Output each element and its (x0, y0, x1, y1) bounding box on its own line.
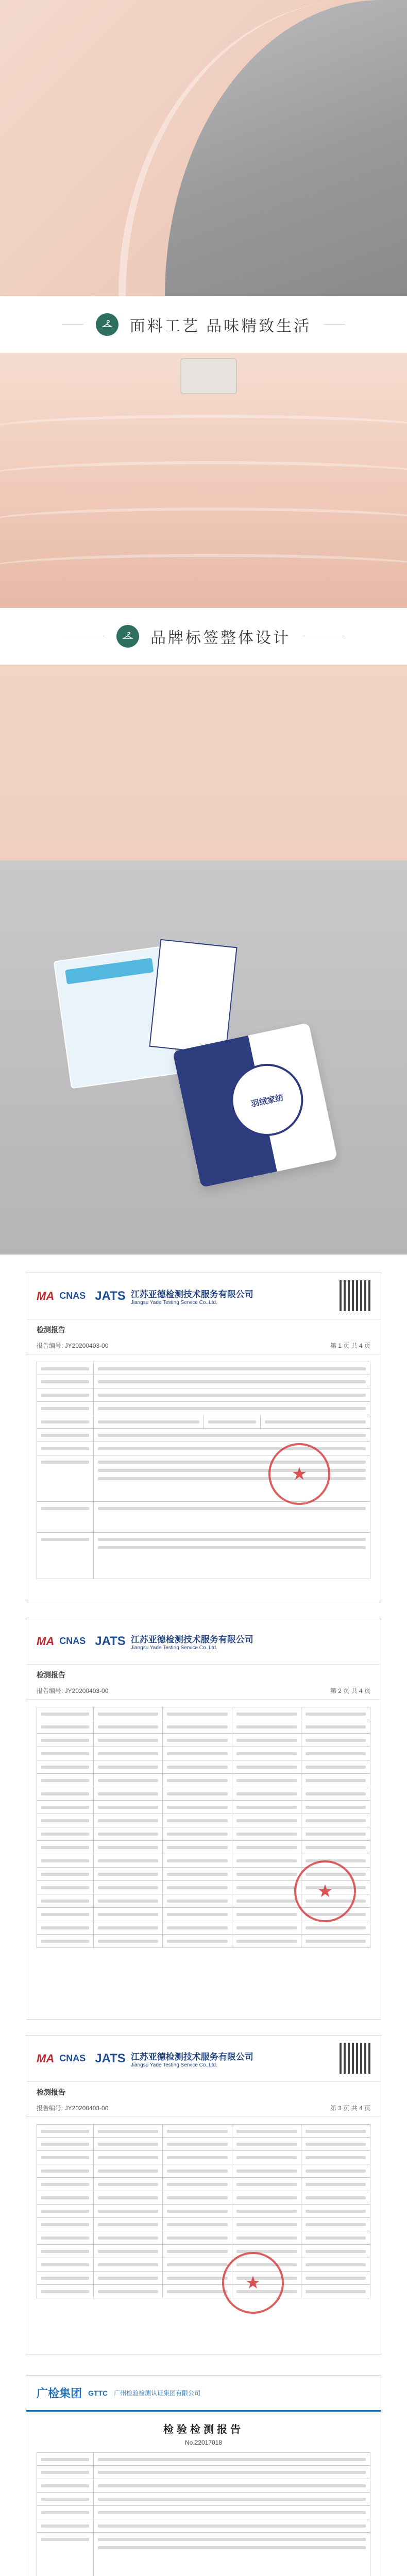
hang-tag (173, 1023, 337, 1188)
report-org-name: 江苏亚德检测技术服务有限公司 (130, 2052, 253, 2062)
hanger-icon (116, 625, 139, 648)
candle-jar (180, 358, 237, 394)
hang-tag-brand: 羽绒家纺 (250, 1093, 284, 1109)
gttc-report-page-1 (26, 2375, 381, 2576)
ma-logo: MA (37, 2052, 55, 2065)
test-report-page-1 (26, 1273, 381, 1602)
brand-tag-photo (0, 665, 407, 1255)
ma-logo: MA (37, 1634, 55, 1648)
report-type: 检测报告 (37, 1671, 65, 1679)
report-type: 检测报告 (37, 1326, 65, 1334)
report-org-name-en: Jiangsu Yade Testing Service Co.,Ltd. (130, 2062, 217, 2068)
cnas-logo: CNAS (59, 2053, 86, 2063)
report-org-name: 江苏亚德检测技术服务有限公司 (130, 1289, 253, 1299)
gttc-org-name: 广州检验检测认证集团有限公司 (114, 2389, 201, 2397)
hanger-icon (96, 313, 118, 336)
banner-title: 面料工艺 品味精致生活 (129, 318, 312, 335)
gttc-logo: 广检集团 (37, 2387, 82, 2400)
ma-logo: MA (37, 1289, 55, 1302)
jats-logo: JATS (95, 2051, 126, 2065)
gttc-report-title: 检验检测报告 (163, 2424, 244, 2435)
report-org-name-en: Jiangsu Yade Testing Service Co.,Ltd. (130, 1299, 217, 1306)
gttc-report-number: No.22017018 (184, 2439, 223, 2446)
cnas-logo: CNAS (59, 1291, 86, 1301)
official-stamp: ★ (268, 1443, 330, 1505)
test-report-page-3 (26, 2035, 381, 2354)
banner-title: 品牌标签整体设计 (150, 630, 291, 647)
report-org-name: 江苏亚德检测技术服务有限公司 (130, 1634, 253, 1645)
fabric-banner (0, 296, 407, 353)
qr-code (340, 2043, 370, 2074)
official-stamp: ★ (222, 2252, 284, 2314)
bedding-photo (0, 353, 407, 608)
report-type: 检测报告 (37, 2088, 65, 2096)
product-card (149, 939, 237, 1055)
official-stamp: ★ (294, 1860, 356, 1922)
fabric-wave (0, 461, 407, 492)
brand-tag-banner (0, 608, 407, 665)
fabric-wave (0, 507, 407, 538)
test-report-page-2 (26, 1618, 381, 2020)
report-org-name-en: Jiangsu Yade Testing Service Co.,Ltd. (130, 1645, 217, 1651)
cnas-logo: CNAS (59, 1636, 86, 1646)
jats-logo: JATS (95, 1289, 126, 1303)
page-label: 第 3 页 共 4 页 (330, 2105, 370, 2112)
fabric-photo (0, 0, 407, 296)
report-number: 报告编号: JY20200403-00 (37, 1687, 109, 1694)
gttc-logo-en: GTTC (88, 2388, 108, 2397)
fabric-wave (0, 554, 407, 585)
fabric-piping-edge (118, 0, 386, 296)
report-number: 报告编号: JY20200403-00 (37, 1342, 109, 1349)
qr-code (340, 1280, 370, 1311)
jats-logo: JATS (95, 1634, 126, 1648)
report-number: 报告编号: JY20200403-00 (37, 2105, 109, 2112)
fabric-wave (0, 415, 407, 446)
page-label: 第 2 页 共 4 页 (330, 1687, 370, 1694)
page-label: 第 1 页 共 4 页 (330, 1342, 370, 1349)
